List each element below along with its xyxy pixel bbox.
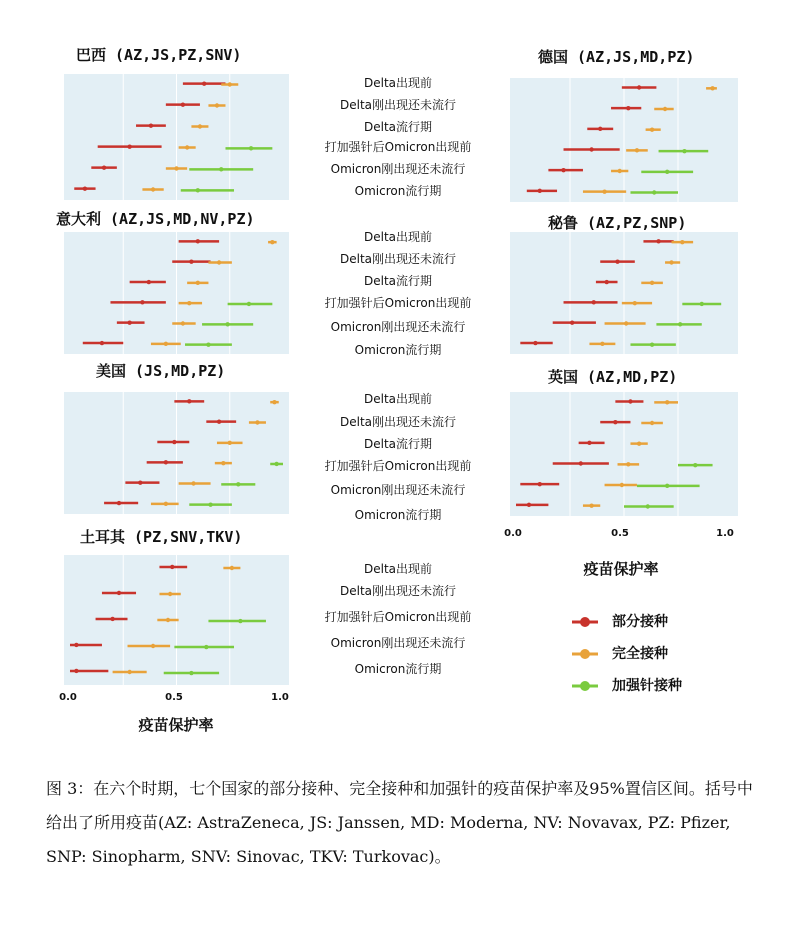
point-estimate-full	[620, 483, 624, 487]
point-estimate-booster	[225, 322, 229, 326]
point-estimate-full	[270, 240, 274, 244]
point-estimate-full	[255, 420, 259, 424]
point-estimate-partial	[140, 300, 144, 304]
period-label: Omicron流行期	[354, 343, 442, 357]
period-label: 打加强针后Omicron出现前	[324, 459, 472, 473]
period-label: Delta刚出现还未流行	[339, 415, 457, 429]
plot-uk	[510, 392, 738, 516]
point-estimate-full	[633, 301, 637, 305]
period-label: Omicron流行期	[354, 662, 442, 676]
point-estimate-full	[650, 127, 654, 131]
period-label: Omicron刚出现还未流行	[330, 636, 466, 650]
point-estimate-full	[228, 441, 232, 445]
plot-italy	[64, 232, 289, 354]
period-label: Omicron流行期	[354, 184, 442, 198]
point-estimate-full	[196, 281, 200, 285]
point-estimate-partial	[117, 591, 121, 595]
point-estimate-booster	[196, 188, 200, 192]
point-estimate-booster	[247, 302, 251, 306]
x-tick-label: 0.5	[165, 692, 183, 703]
x-tick-label: 1.0	[716, 528, 734, 539]
period-label: Delta出现前	[363, 76, 433, 90]
point-estimate-full	[185, 145, 189, 149]
point-estimate-booster	[665, 484, 669, 488]
point-estimate-partial	[538, 482, 542, 486]
point-estimate-booster	[206, 342, 210, 346]
point-estimate-full	[589, 503, 593, 507]
legend-marker-partial	[570, 614, 600, 630]
period-label: Delta刚出现还未流行	[339, 98, 457, 112]
point-estimate-partial	[117, 501, 121, 505]
point-estimate-partial	[656, 239, 660, 243]
point-estimate-partial	[187, 399, 191, 403]
panel-title-turkey: 土耳其 (PZ,SNV,TKV)	[80, 528, 243, 546]
forest-plot-svg	[510, 78, 738, 202]
point-estimate-booster	[238, 619, 242, 623]
point-estimate-partial	[74, 643, 78, 647]
point-estimate-full	[669, 260, 673, 264]
point-estimate-booster	[678, 322, 682, 326]
legend-label-partial: 部分接种	[612, 614, 668, 630]
point-estimate-full	[151, 187, 155, 191]
point-estimate-partial	[579, 461, 583, 465]
point-estimate-partial	[189, 259, 193, 263]
period-label: 打加强针后Omicron出现前	[324, 296, 472, 310]
period-label: Delta出现前	[363, 230, 433, 244]
forest-plot-svg	[510, 392, 738, 516]
point-estimate-full	[127, 670, 131, 674]
point-estimate-full	[228, 82, 232, 86]
legend-marker-booster	[570, 678, 600, 694]
point-estimate-full	[710, 86, 714, 90]
period-label: Omicron刚出现还未流行	[330, 483, 466, 497]
x-tick-label: 0.0	[59, 692, 77, 703]
point-estimate-partial	[587, 441, 591, 445]
point-estimate-full	[680, 240, 684, 244]
point-estimate-partial	[102, 165, 106, 169]
point-estimate-full	[198, 124, 202, 128]
point-estimate-booster	[204, 645, 208, 649]
point-estimate-booster	[665, 170, 669, 174]
point-estimate-full	[166, 618, 170, 622]
forest-plot-svg	[64, 232, 289, 354]
period-label: Delta刚出现还未流行	[339, 252, 457, 266]
period-label: Delta刚出现还未流行	[339, 584, 457, 598]
point-estimate-full	[174, 166, 178, 170]
point-estimate-full	[191, 481, 195, 485]
point-estimate-full	[168, 592, 172, 596]
point-estimate-booster	[650, 342, 654, 346]
period-label: Delta流行期	[363, 274, 433, 288]
point-estimate-partial	[181, 102, 185, 106]
point-estimate-full	[164, 342, 168, 346]
x-axis-title-left: 疫苗保护率	[138, 716, 214, 734]
legend-marker-full	[570, 646, 600, 662]
point-estimate-partial	[615, 259, 619, 263]
point-estimate-full	[665, 400, 669, 404]
point-estimate-booster	[646, 504, 650, 508]
point-estimate-booster	[274, 462, 278, 466]
point-estimate-partial	[561, 168, 565, 172]
point-estimate-full	[626, 462, 630, 466]
point-estimate-partial	[164, 460, 168, 464]
panel-title-brazil: 巴西 (AZ,JS,PZ,SNV)	[76, 46, 242, 64]
point-estimate-partial	[592, 300, 596, 304]
plot-turkey	[64, 555, 289, 685]
point-estimate-full	[637, 441, 641, 445]
point-estimate-partial	[589, 147, 593, 151]
x-axis-title-right: 疫苗保护率	[583, 560, 659, 578]
forest-plot-svg	[64, 555, 289, 685]
point-estimate-booster	[682, 149, 686, 153]
point-estimate-partial	[138, 480, 142, 484]
point-estimate-booster	[249, 146, 253, 150]
point-estimate-partial	[196, 239, 200, 243]
point-estimate-partial	[100, 341, 104, 345]
point-estimate-full	[215, 103, 219, 107]
point-estimate-full	[602, 189, 606, 193]
panel-title-italy: 意大利 (AZ,JS,MD,NV,PZ)	[56, 210, 255, 228]
period-label: Omicron刚出现还未流行	[330, 162, 466, 176]
forest-plot-svg	[510, 232, 738, 354]
point-estimate-full	[187, 301, 191, 305]
point-estimate-full	[650, 281, 654, 285]
point-estimate-partial	[127, 144, 131, 148]
plot-germany	[510, 78, 738, 202]
point-estimate-full	[230, 566, 234, 570]
figure-caption: 图 3：在六个时期，七个国家的部分接种、完全接种和加强针的疫苗保护率及95%置信区间。括号中给出了所用疫苗(AZ: AstraZeneca, JS: Janssen, MD: Moderna, NV: Novavax, PZ: Pfizer, SNP: Sinopharm, SNV: Sinovac, TKV: Turkovac)。	[46, 779, 753, 866]
point-estimate-full	[217, 260, 221, 264]
legend-label-full: 完全接种	[612, 646, 668, 662]
point-estimate-full	[624, 321, 628, 325]
x-tick-label: 0.5	[611, 528, 629, 539]
point-estimate-partial	[83, 186, 87, 190]
period-label: Omicron流行期	[354, 508, 442, 522]
forest-plot-svg	[64, 74, 289, 200]
period-label: Delta流行期	[363, 120, 433, 134]
period-label: Delta出现前	[363, 562, 433, 576]
point-estimate-full	[617, 169, 621, 173]
plot-peru	[510, 232, 738, 354]
legend-label-booster: 加强针接种	[612, 678, 682, 694]
point-estimate-booster	[189, 671, 193, 675]
point-estimate-partial	[628, 399, 632, 403]
point-estimate-full	[650, 421, 654, 425]
point-estimate-partial	[149, 123, 153, 127]
point-estimate-partial	[613, 420, 617, 424]
x-tick-label: 0.0	[504, 528, 522, 539]
point-estimate-booster	[208, 502, 212, 506]
point-estimate-booster	[219, 167, 223, 171]
point-estimate-full	[164, 502, 168, 506]
point-estimate-partial	[110, 617, 114, 621]
point-estimate-partial	[172, 440, 176, 444]
panel-title-peru: 秘鲁 (AZ,PZ,SNP)	[548, 214, 687, 232]
point-estimate-booster	[693, 463, 697, 467]
point-estimate-full	[151, 644, 155, 648]
point-estimate-partial	[598, 127, 602, 131]
x-tick-label: 1.0	[271, 692, 289, 703]
panel-title-germany: 德国 (AZ,JS,MD,PZ)	[538, 48, 695, 66]
plot-brazil	[64, 74, 289, 200]
panel-title-uk: 英国 (AZ,MD,PZ)	[548, 368, 678, 386]
point-estimate-partial	[202, 81, 206, 85]
point-estimate-partial	[217, 419, 221, 423]
forest-plot-svg	[64, 392, 289, 514]
point-estimate-partial	[170, 565, 174, 569]
point-estimate-full	[635, 148, 639, 152]
period-label: Omicron刚出现还未流行	[330, 320, 466, 334]
point-estimate-partial	[127, 320, 131, 324]
period-label: 打加强针后Omicron出现前	[324, 140, 472, 154]
point-estimate-full	[181, 321, 185, 325]
point-estimate-partial	[147, 280, 151, 284]
point-estimate-partial	[527, 503, 531, 507]
period-label: Delta流行期	[363, 437, 433, 451]
point-estimate-booster	[652, 190, 656, 194]
point-estimate-partial	[637, 85, 641, 89]
point-estimate-partial	[626, 106, 630, 110]
point-estimate-full	[600, 342, 604, 346]
point-estimate-booster	[236, 482, 240, 486]
point-estimate-partial	[74, 669, 78, 673]
point-estimate-partial	[570, 320, 574, 324]
point-estimate-partial	[538, 189, 542, 193]
point-estimate-full	[272, 400, 276, 404]
point-estimate-partial	[605, 280, 609, 284]
point-estimate-full	[663, 107, 667, 111]
point-estimate-booster	[700, 302, 704, 306]
point-estimate-full	[221, 461, 225, 465]
period-label: Delta出现前	[363, 392, 433, 406]
period-label: 打加强针后Omicron出现前	[324, 610, 472, 624]
plot-usa	[64, 392, 289, 514]
point-estimate-partial	[533, 341, 537, 345]
panel-title-usa: 美国 (JS,MD,PZ)	[96, 362, 226, 380]
